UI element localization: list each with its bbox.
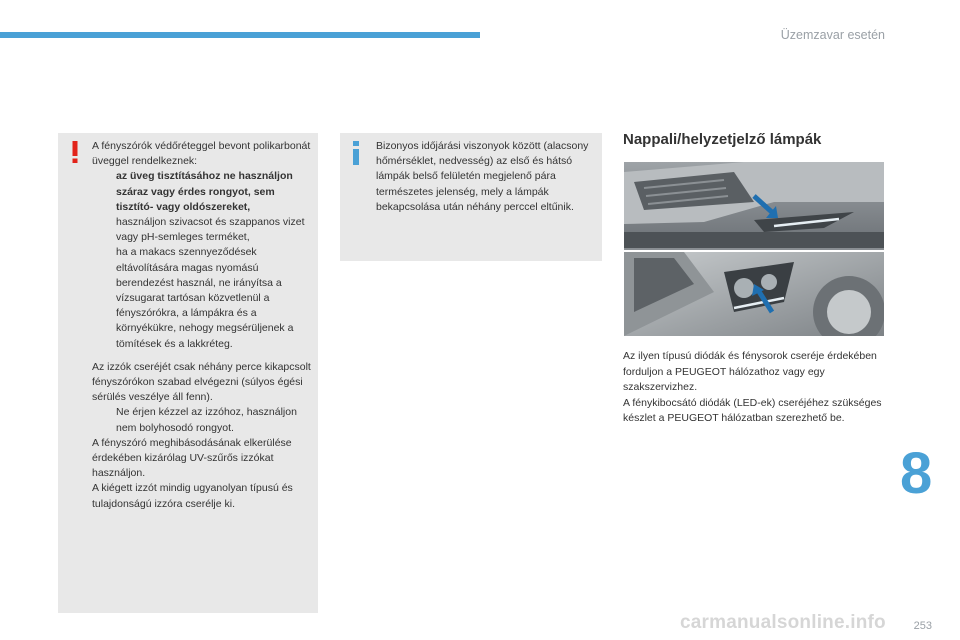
watermark: carmanualsonline.info	[680, 612, 886, 633]
warning-bullet	[92, 215, 314, 245]
page-number: 253	[913, 620, 932, 632]
warning-paragraph: A fényszóró meghibásodásának elkerülése érdekében kizárólag UV-szűrős izzókat használjon.	[92, 436, 292, 480]
warning-bullet-text: az üveg tisztításához ne használjon száraz vagy érdes rongyot, sem tisztító- vagy oldószereket,	[116, 170, 293, 213]
warning-bullet-text: használjon szivacsot és szappanos vizet vagy pH-semleges terméket,	[116, 216, 305, 244]
warning-bullet	[92, 169, 314, 215]
info-icon	[350, 140, 362, 166]
chapter-number: 8	[900, 441, 933, 506]
warning-bullet	[92, 405, 314, 435]
section-heading: Nappali/helyzetjelző lámpák	[623, 131, 822, 148]
warning-text	[92, 139, 314, 512]
headlight-photo	[624, 162, 884, 336]
header-accent-bar	[0, 32, 480, 38]
warning-bullet-text: ha a makacs szennyeződések eltávolítására magas nyomású berendezést használ, ne irányítsa a vízsugarat tartósan közvetlenül a fényszórókra, a lámpákra és a környékükre, nehogy megsérüljenek a tömítések és a lakkréteg.	[116, 246, 294, 350]
info-text: Bizonyos időjárási viszonyok között (alacsony hőmérséklet, nedvesség) az első és hátsó lámpák belső felületén megjelenő pára természetes jelenség, mely a lámpák bekapcsolása után néhány perccel eltűnik.	[376, 140, 589, 213]
warning-bullet	[92, 245, 314, 351]
warning-intro: A fényszórók védőréteggel bevont polikarbonát üveggel rendelkeznek:	[92, 140, 311, 168]
exclamation-icon	[68, 140, 82, 164]
warning-paragraph: A kiégett izzót mindig ugyanolyan típusú és tulajdonságú izzóra cserélje ki.	[92, 482, 293, 510]
right-paragraph: Az ilyen típusú diódák és fénysorok cseréje érdekében forduljon a PEUGEOT hálózathoz vagy egy szakszervizhez.	[623, 350, 877, 393]
right-text	[623, 349, 885, 427]
warning-paragraph: Az izzók cseréjét csak néhány perce kikapcsolt fényszórókon szabad elvégezni (súlyos égési sérülés veszélye áll fenn).	[92, 360, 311, 404]
warning-bullet-text: Ne érjen kézzel az izzóhoz, használjon nem bolyhosodó rongyot.	[116, 406, 297, 434]
section-title: Üzemzavar esetén	[780, 28, 885, 42]
right-paragraph: A fénykibocsátó diódák (LED-ek) cseréjéhez szükséges készlet a PEUGEOT hálózatban szerezhető be.	[623, 396, 882, 424]
